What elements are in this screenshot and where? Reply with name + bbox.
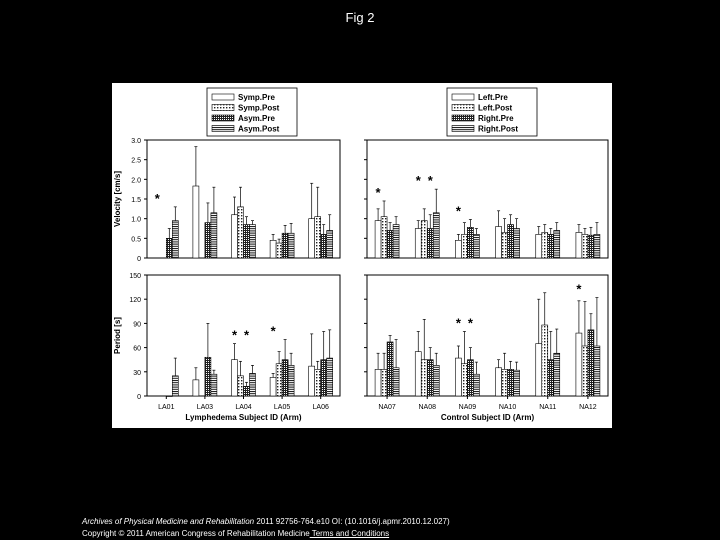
bar [387, 230, 393, 258]
bar [548, 234, 554, 258]
bar [309, 219, 315, 258]
significance-star: * [231, 327, 238, 343]
bar [594, 234, 600, 258]
bar [166, 238, 172, 258]
legend-control [447, 88, 537, 136]
bar [276, 243, 282, 258]
bar [427, 360, 433, 396]
legend-swatch [212, 94, 234, 100]
bar [554, 230, 560, 258]
bar [327, 358, 333, 396]
bar [496, 227, 502, 258]
y-axis-label: Period [s] [113, 317, 122, 354]
x-tick-label: NA12 [579, 404, 597, 411]
bar [508, 369, 514, 396]
bar [244, 225, 250, 258]
footer-citation [82, 517, 450, 526]
bar [270, 240, 276, 258]
bar [166, 396, 172, 397]
legend-swatch [452, 94, 474, 100]
x-tick-label: LA05 [273, 404, 291, 411]
x-tick-label: LA03 [196, 404, 214, 411]
bar [250, 225, 256, 258]
x-tick-label: NA10 [498, 404, 517, 411]
y-tick-label: 2.5 [131, 157, 141, 165]
bar [172, 221, 178, 258]
bar [321, 234, 327, 258]
bar [582, 234, 588, 258]
bar [381, 369, 387, 396]
x-tick-label: NA09 [458, 404, 477, 411]
bar [514, 229, 520, 259]
figure [112, 83, 612, 428]
bar [415, 352, 421, 396]
legend-label: Asym.Post [238, 124, 280, 134]
y-tick-label: 90 [133, 321, 141, 329]
legend-swatch [452, 115, 474, 121]
significance-star: * [415, 173, 421, 189]
bar [270, 377, 276, 396]
bar [496, 368, 502, 396]
x-axis-label: Lymphedema Subject ID (Arm) [185, 413, 302, 422]
bar [193, 186, 199, 258]
significance-star: * [576, 281, 582, 297]
x-axis-label: Control Subject ID (Arm) [440, 413, 535, 422]
bar [387, 342, 393, 396]
significance-star: * [455, 315, 461, 331]
legend-label: Symp.Pre [238, 93, 275, 102]
bar [232, 360, 238, 396]
bar [427, 229, 433, 259]
legend-swatch [212, 105, 234, 111]
significance-star: * [427, 173, 433, 189]
bar [211, 374, 217, 396]
significance-star: * [243, 327, 250, 343]
bar [393, 368, 399, 396]
bar [205, 357, 211, 396]
legend-label: Right.Post [478, 124, 518, 134]
legend-swatch [212, 126, 234, 132]
bar [473, 374, 479, 396]
footer-copyright [82, 529, 389, 538]
significance-star: * [375, 184, 381, 200]
bar [576, 232, 582, 258]
legend-label: Left.Pre [478, 93, 508, 102]
bar [467, 227, 473, 258]
x-tick-label: LA06 [312, 404, 329, 411]
terms-and-conditions-link[interactable]: Terms and Conditions [309, 529, 390, 538]
bar [502, 369, 508, 396]
bar [508, 225, 514, 258]
x-tick-label: LA04 [235, 404, 252, 411]
panel-control-period [364, 275, 608, 422]
bar [514, 370, 520, 396]
y-tick-label: 60 [133, 345, 141, 353]
bar [576, 333, 582, 396]
bar [282, 360, 288, 396]
legend-label: Asym.Pre [238, 114, 275, 123]
x-tick-label: NA08 [418, 404, 437, 411]
y-tick-label: 0.5 [131, 236, 141, 244]
footer-citation-text: 2011 92756-764.e10 OI: (10.1016/j.apmr.2010.12.027) [254, 517, 450, 526]
bar [276, 364, 282, 396]
plot-frame [367, 140, 608, 258]
bar [594, 346, 600, 396]
bar [548, 360, 554, 396]
bar [415, 229, 421, 259]
bar [211, 213, 217, 258]
bar [381, 217, 387, 258]
bar [238, 376, 244, 396]
y-tick-label: 1.0 [131, 216, 141, 224]
bar [455, 240, 461, 258]
bar [536, 234, 542, 258]
bar [433, 213, 439, 258]
bar [250, 373, 256, 396]
y-axis-label: Velocity [cm/s] [113, 170, 122, 228]
bar [327, 230, 333, 258]
y-tick-label: 120 [129, 297, 141, 305]
bar [502, 232, 508, 258]
y-tick-label: 30 [133, 369, 141, 377]
bar [536, 344, 542, 396]
bar [315, 217, 321, 258]
bar [238, 207, 244, 258]
bar [315, 369, 321, 396]
legend-label: Left.Post [478, 103, 513, 113]
x-tick-label: NA11 [539, 404, 557, 411]
bar [288, 233, 294, 258]
page-title: Fig 2 [345, 10, 375, 25]
bar [205, 223, 211, 258]
bar [455, 358, 461, 396]
bar [244, 386, 250, 396]
bar [288, 365, 294, 396]
bar [232, 215, 238, 258]
bar [321, 360, 327, 396]
y-tick-label: 0 [137, 256, 141, 263]
bar [172, 376, 178, 396]
bar [554, 353, 560, 396]
bar [375, 221, 381, 258]
footer-copyright-text: Copyright © 2011 American Congress of Rehabilitation Medicine [82, 529, 310, 538]
bar [588, 330, 594, 396]
panel-lymphedema-velocity [113, 138, 340, 263]
bar [421, 221, 427, 258]
bar [582, 346, 588, 396]
bar [193, 380, 199, 396]
bar [467, 360, 473, 396]
legend-swatch [452, 105, 474, 111]
x-tick-label: NA07 [378, 404, 396, 411]
bar [421, 360, 427, 396]
plot-frame [367, 275, 608, 396]
bar [375, 369, 381, 396]
y-tick-label: 2.0 [131, 177, 141, 185]
bar [542, 325, 548, 396]
bar [473, 234, 479, 258]
bar [309, 366, 315, 396]
bar [461, 234, 467, 258]
bar [461, 364, 467, 396]
legend-swatch [212, 115, 234, 121]
bar [588, 235, 594, 258]
y-tick-label: 0 [137, 394, 141, 401]
significance-star: * [467, 315, 473, 331]
bar [393, 225, 399, 258]
legend-lymphedema [207, 88, 297, 136]
figure-chart [112, 83, 612, 428]
bar [282, 233, 288, 258]
significance-star: * [154, 190, 160, 206]
x-tick-label: LA01 [158, 404, 175, 411]
legend-swatch [452, 126, 474, 132]
panel-lymphedema-period [113, 273, 340, 422]
y-tick-label: 1.5 [131, 197, 141, 204]
legend-label: Symp.Post [238, 103, 280, 113]
y-tick-label: 150 [129, 273, 141, 280]
y-tick-label: 3.0 [131, 138, 141, 145]
bar [433, 365, 439, 396]
footer-journal: Archives of Physical Medicine and Rehabilitation [82, 517, 255, 526]
bar [542, 232, 548, 258]
legend-label: Right.Pre [478, 114, 514, 123]
significance-star: * [270, 323, 276, 339]
significance-star: * [455, 203, 461, 219]
panel-control-velocity [364, 140, 608, 258]
